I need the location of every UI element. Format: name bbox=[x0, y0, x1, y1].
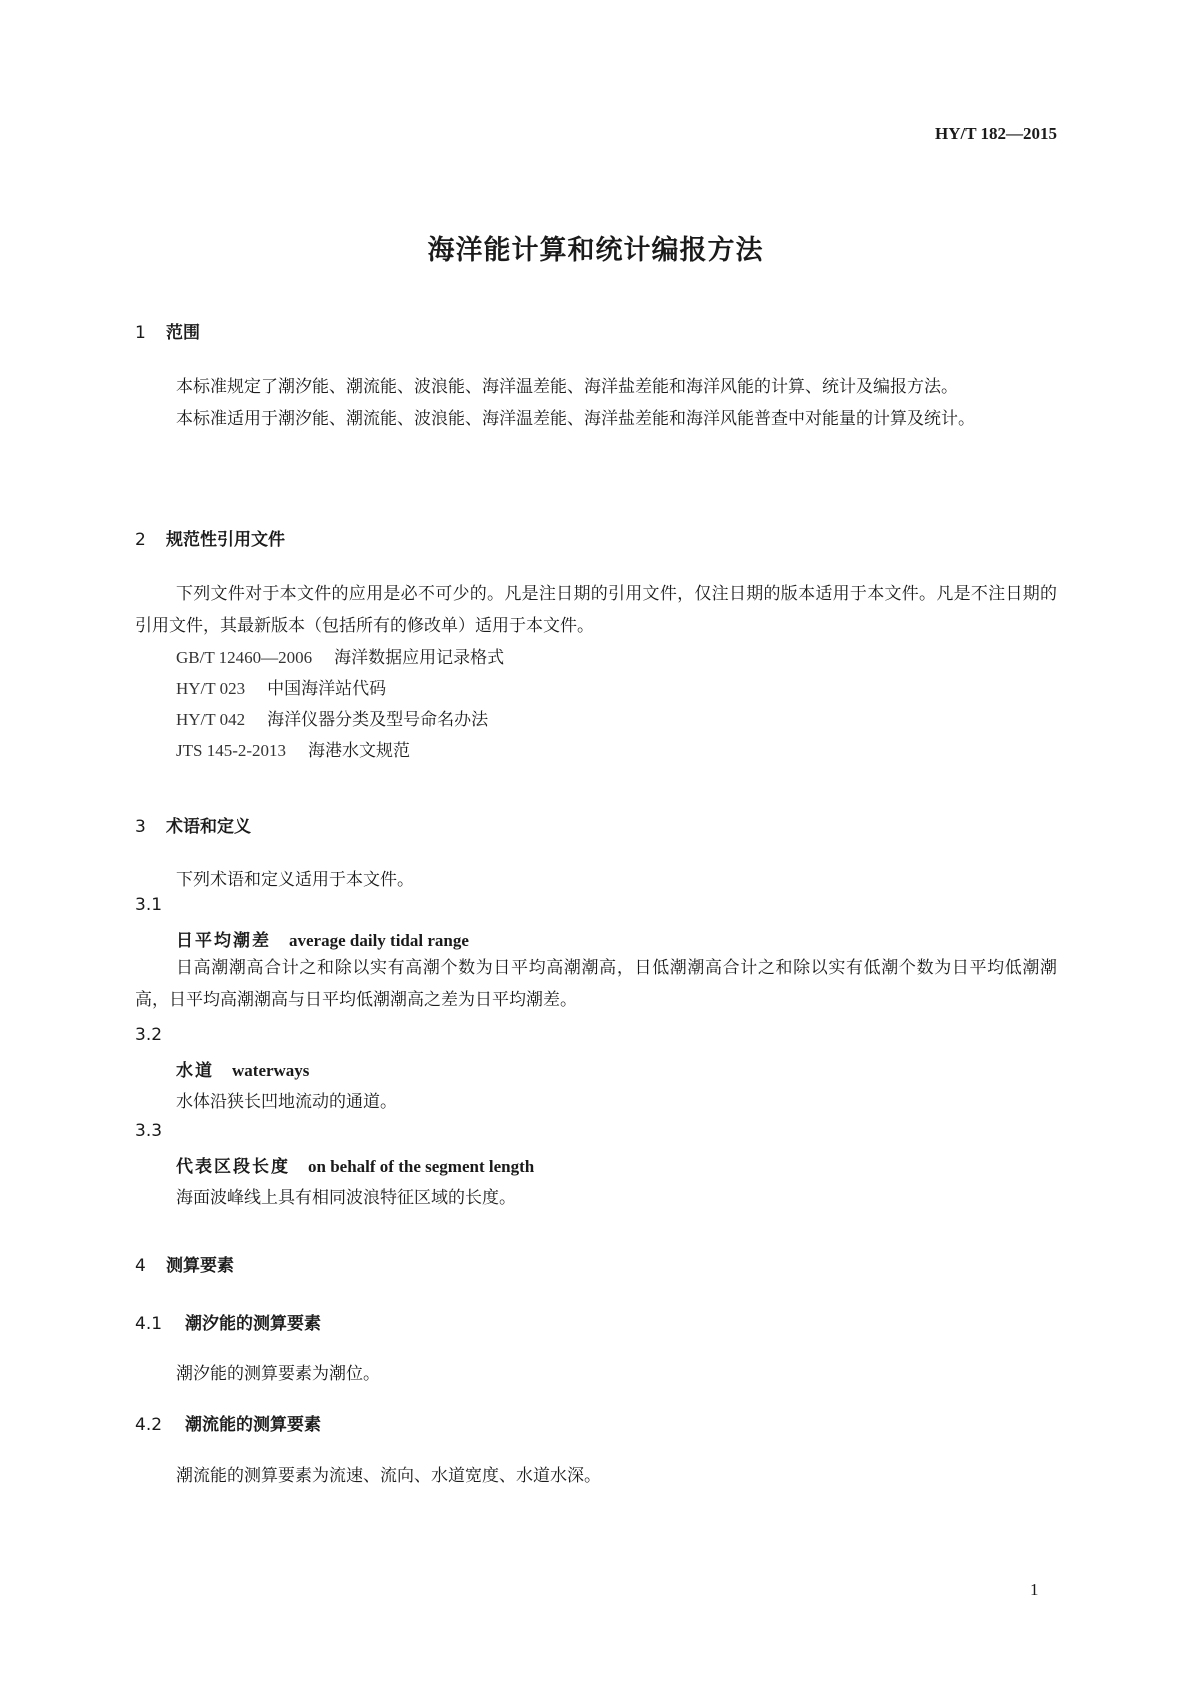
subsection-text: 潮流能的测算要素为流速、流向、水道宽度、水道水深。 bbox=[176, 1466, 601, 1486]
section-title: 术语和定义 bbox=[166, 817, 251, 837]
subsection-title: 潮汐能的测算要素 bbox=[185, 1314, 321, 1334]
subsection-4-2-heading bbox=[135, 1410, 321, 1435]
standard-number: HY/T 182—2015 bbox=[934, 124, 1057, 143]
page-number: 1 bbox=[1030, 1580, 1039, 1599]
reference-name: 海港水文规范 bbox=[308, 741, 411, 761]
paragraph: 下列文件对于本文件的应用是必不可少的。凡是注日期的引用文件，仅注日期的版本适用于本文件。凡是不注日期的引用文件，其最新版本（包括所有的修改单）适用于本文件。 bbox=[135, 584, 1057, 636]
section-title: 测算要素 bbox=[166, 1256, 234, 1276]
section-3-intro: 下列术语和定义适用于本文件。 bbox=[176, 870, 414, 890]
reference-code: HY/T 042 bbox=[176, 710, 246, 729]
section-4-heading bbox=[135, 1251, 234, 1276]
term-number: 3.3 bbox=[135, 1121, 163, 1141]
reference-name: 海洋仪器分类及型号命名办法 bbox=[267, 710, 489, 730]
term-english: waterways bbox=[232, 1061, 310, 1080]
term-english: average daily tidal range bbox=[289, 931, 469, 950]
section-2-heading bbox=[135, 525, 285, 550]
reference-item bbox=[176, 705, 488, 730]
section-number: 3 bbox=[135, 817, 146, 837]
section-1-body bbox=[135, 371, 1057, 435]
term-definition bbox=[135, 952, 1057, 1016]
term-definition: 海面波峰线上具有相同波浪特征区域的长度。 bbox=[176, 1188, 516, 1208]
section-2-intro bbox=[135, 578, 1057, 642]
subsection-4-1-heading bbox=[135, 1309, 321, 1334]
paragraph: 日高潮潮高合计之和除以实有高潮个数为日平均高潮潮高，日低潮潮高合计之和除以实有低潮个数为日平均低潮潮高，日平均高潮潮高与日平均低潮潮高之差为日平均潮差。 bbox=[135, 958, 1057, 1010]
reference-item bbox=[176, 643, 504, 668]
section-number: 2 bbox=[135, 530, 146, 550]
term-chinese: 代表区段长度 bbox=[176, 1157, 290, 1177]
reference-item bbox=[176, 736, 410, 761]
subsection-number: 4.1 bbox=[135, 1314, 163, 1334]
paragraph: 本标准规定了潮汐能、潮流能、波浪能、海洋温差能、海洋盐差能和海洋风能的计算、统计及编报方法。 bbox=[176, 377, 958, 397]
reference-code: HY/T 023 bbox=[176, 679, 246, 698]
section-1-heading bbox=[135, 318, 200, 343]
term-heading bbox=[176, 1056, 309, 1081]
term-heading bbox=[176, 1152, 534, 1177]
term-number: 3.2 bbox=[135, 1025, 163, 1045]
section-number: 4 bbox=[135, 1256, 146, 1276]
reference-code: GB/T 12460—2006 bbox=[176, 648, 313, 667]
page-title: 海洋能计算和统计编报方法 bbox=[427, 235, 764, 266]
term-chinese: 水道 bbox=[176, 1061, 214, 1081]
reference-name: 中国海洋站代码 bbox=[267, 679, 387, 699]
reference-item bbox=[176, 674, 386, 699]
section-title: 范围 bbox=[166, 323, 200, 343]
section-3-heading bbox=[135, 812, 251, 837]
reference-name: 海洋数据应用记录格式 bbox=[334, 648, 505, 668]
term-heading bbox=[176, 926, 469, 951]
reference-code: JTS 145-2-2013 bbox=[176, 741, 287, 760]
term-definition: 水体沿狭长凹地流动的通道。 bbox=[176, 1092, 397, 1112]
term-number: 3.1 bbox=[135, 895, 163, 915]
section-title: 规范性引用文件 bbox=[166, 530, 285, 550]
subsection-title: 潮流能的测算要素 bbox=[185, 1415, 321, 1435]
paragraph: 本标准适用于潮汐能、潮流能、波浪能、海洋温差能、海洋盐差能和海洋风能普查中对能量的计算及统计。 bbox=[176, 409, 975, 429]
subsection-text: 潮汐能的测算要素为潮位。 bbox=[176, 1364, 380, 1384]
subsection-number: 4.2 bbox=[135, 1415, 163, 1435]
term-chinese: 日平均潮差 bbox=[176, 931, 271, 951]
term-english: on behalf of the segment length bbox=[308, 1157, 535, 1176]
section-number: 1 bbox=[135, 323, 146, 343]
